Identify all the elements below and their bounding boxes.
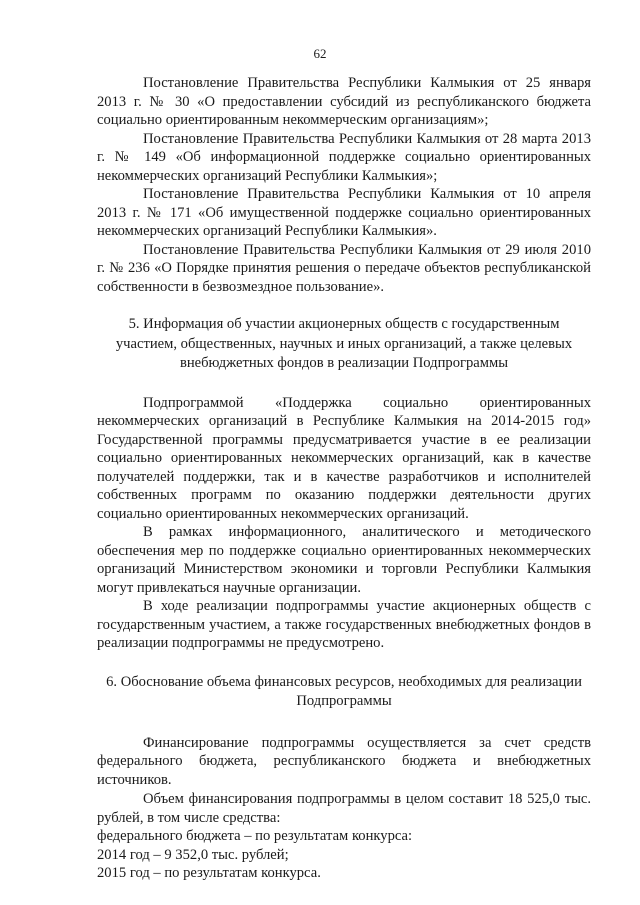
section-5-heading: 5. Информация об участии акционерных обществ с государственным участием, общественных, научных и иных организаций, а также целевых внебюджетных фондов в реализации Подпрограммы bbox=[115, 316, 573, 371]
section-6-paragraph: Объем финансирования подпрограммы в целом составит 18 525,0 тыс. рублей, в том числе средства: bbox=[97, 791, 591, 826]
decree-paragraph: Постановление Правительства Республики Калмыкия от 28 марта 2013 г. № 149 «Об информационной поддержке социально ориентированных некоммерческих организаций Республики Калмыкия»; bbox=[97, 130, 591, 184]
page-number: 62 bbox=[313, 46, 327, 61]
section-5-paragraph: Подпрограммой «Поддержка социально ориентированных некоммерческих организаций в Республике Калмыкия на 2014-2015 год» Государственной программы предусматривается участие в ее реализации социально ориентированных некоммерческих организаций, как в качестве получателей поддержки, так и в качестве разработчиков и исполнителей собственных программ по оказанию поддержки деятельности других социально ориентированных некоммерческих организаций. bbox=[97, 394, 591, 522]
section-6-line: 2015 год – по результатам конкурса. bbox=[97, 865, 321, 881]
section-5-paragraph: В ходе реализации подпрограммы участие акционерных обществ с государственным участием, а также государственных внебюджетных фондов в реализации подпрограммы не предусмотрено. bbox=[97, 598, 591, 651]
document-body bbox=[97, 74, 591, 883]
section-5-paragraph: В рамках информационного, аналитического и методического обеспечения мер по поддержке социально ориентированных некоммерческих организаций Министерством экономики и торговли Республики Калмыкия могут привлекаться научные организации. bbox=[97, 524, 591, 596]
section-6-line: 2014 год – 9 352,0 тыс. рублей; bbox=[97, 846, 289, 863]
section-6-line: федерального бюджета – по результатам конкурса: bbox=[97, 828, 413, 844]
decree-paragraph: Постановление Правительства Республики Калмыкия от 25 января 2013 г. № 30 «О предоставлении субсидий из республиканского бюджета социально ориентированным некоммерческим организациям»; bbox=[97, 75, 591, 128]
section-6-paragraph: Финансирование подпрограммы осуществляется за счет средств федерального бюджета, республиканского бюджета и внебюджетных источников. bbox=[97, 734, 591, 788]
section-6-heading: 6. Обоснование объема финансовых ресурсов, необходимых для реализации Подпрограммы bbox=[106, 673, 582, 709]
decree-paragraph: Постановление Правительства Республики Калмыкия от 29 июля 2010 г. № 236 «О Порядке принятия решения о передаче объектов республиканской собственности в безвозмездное пользование». bbox=[97, 241, 591, 295]
decree-paragraph: Постановление Правительства Республики Калмыкия от 10 апреля 2013 г. № 171 «Об имущественной поддержке социально ориентированных некоммерческих организаций Республики Калмыкия». bbox=[97, 186, 591, 239]
